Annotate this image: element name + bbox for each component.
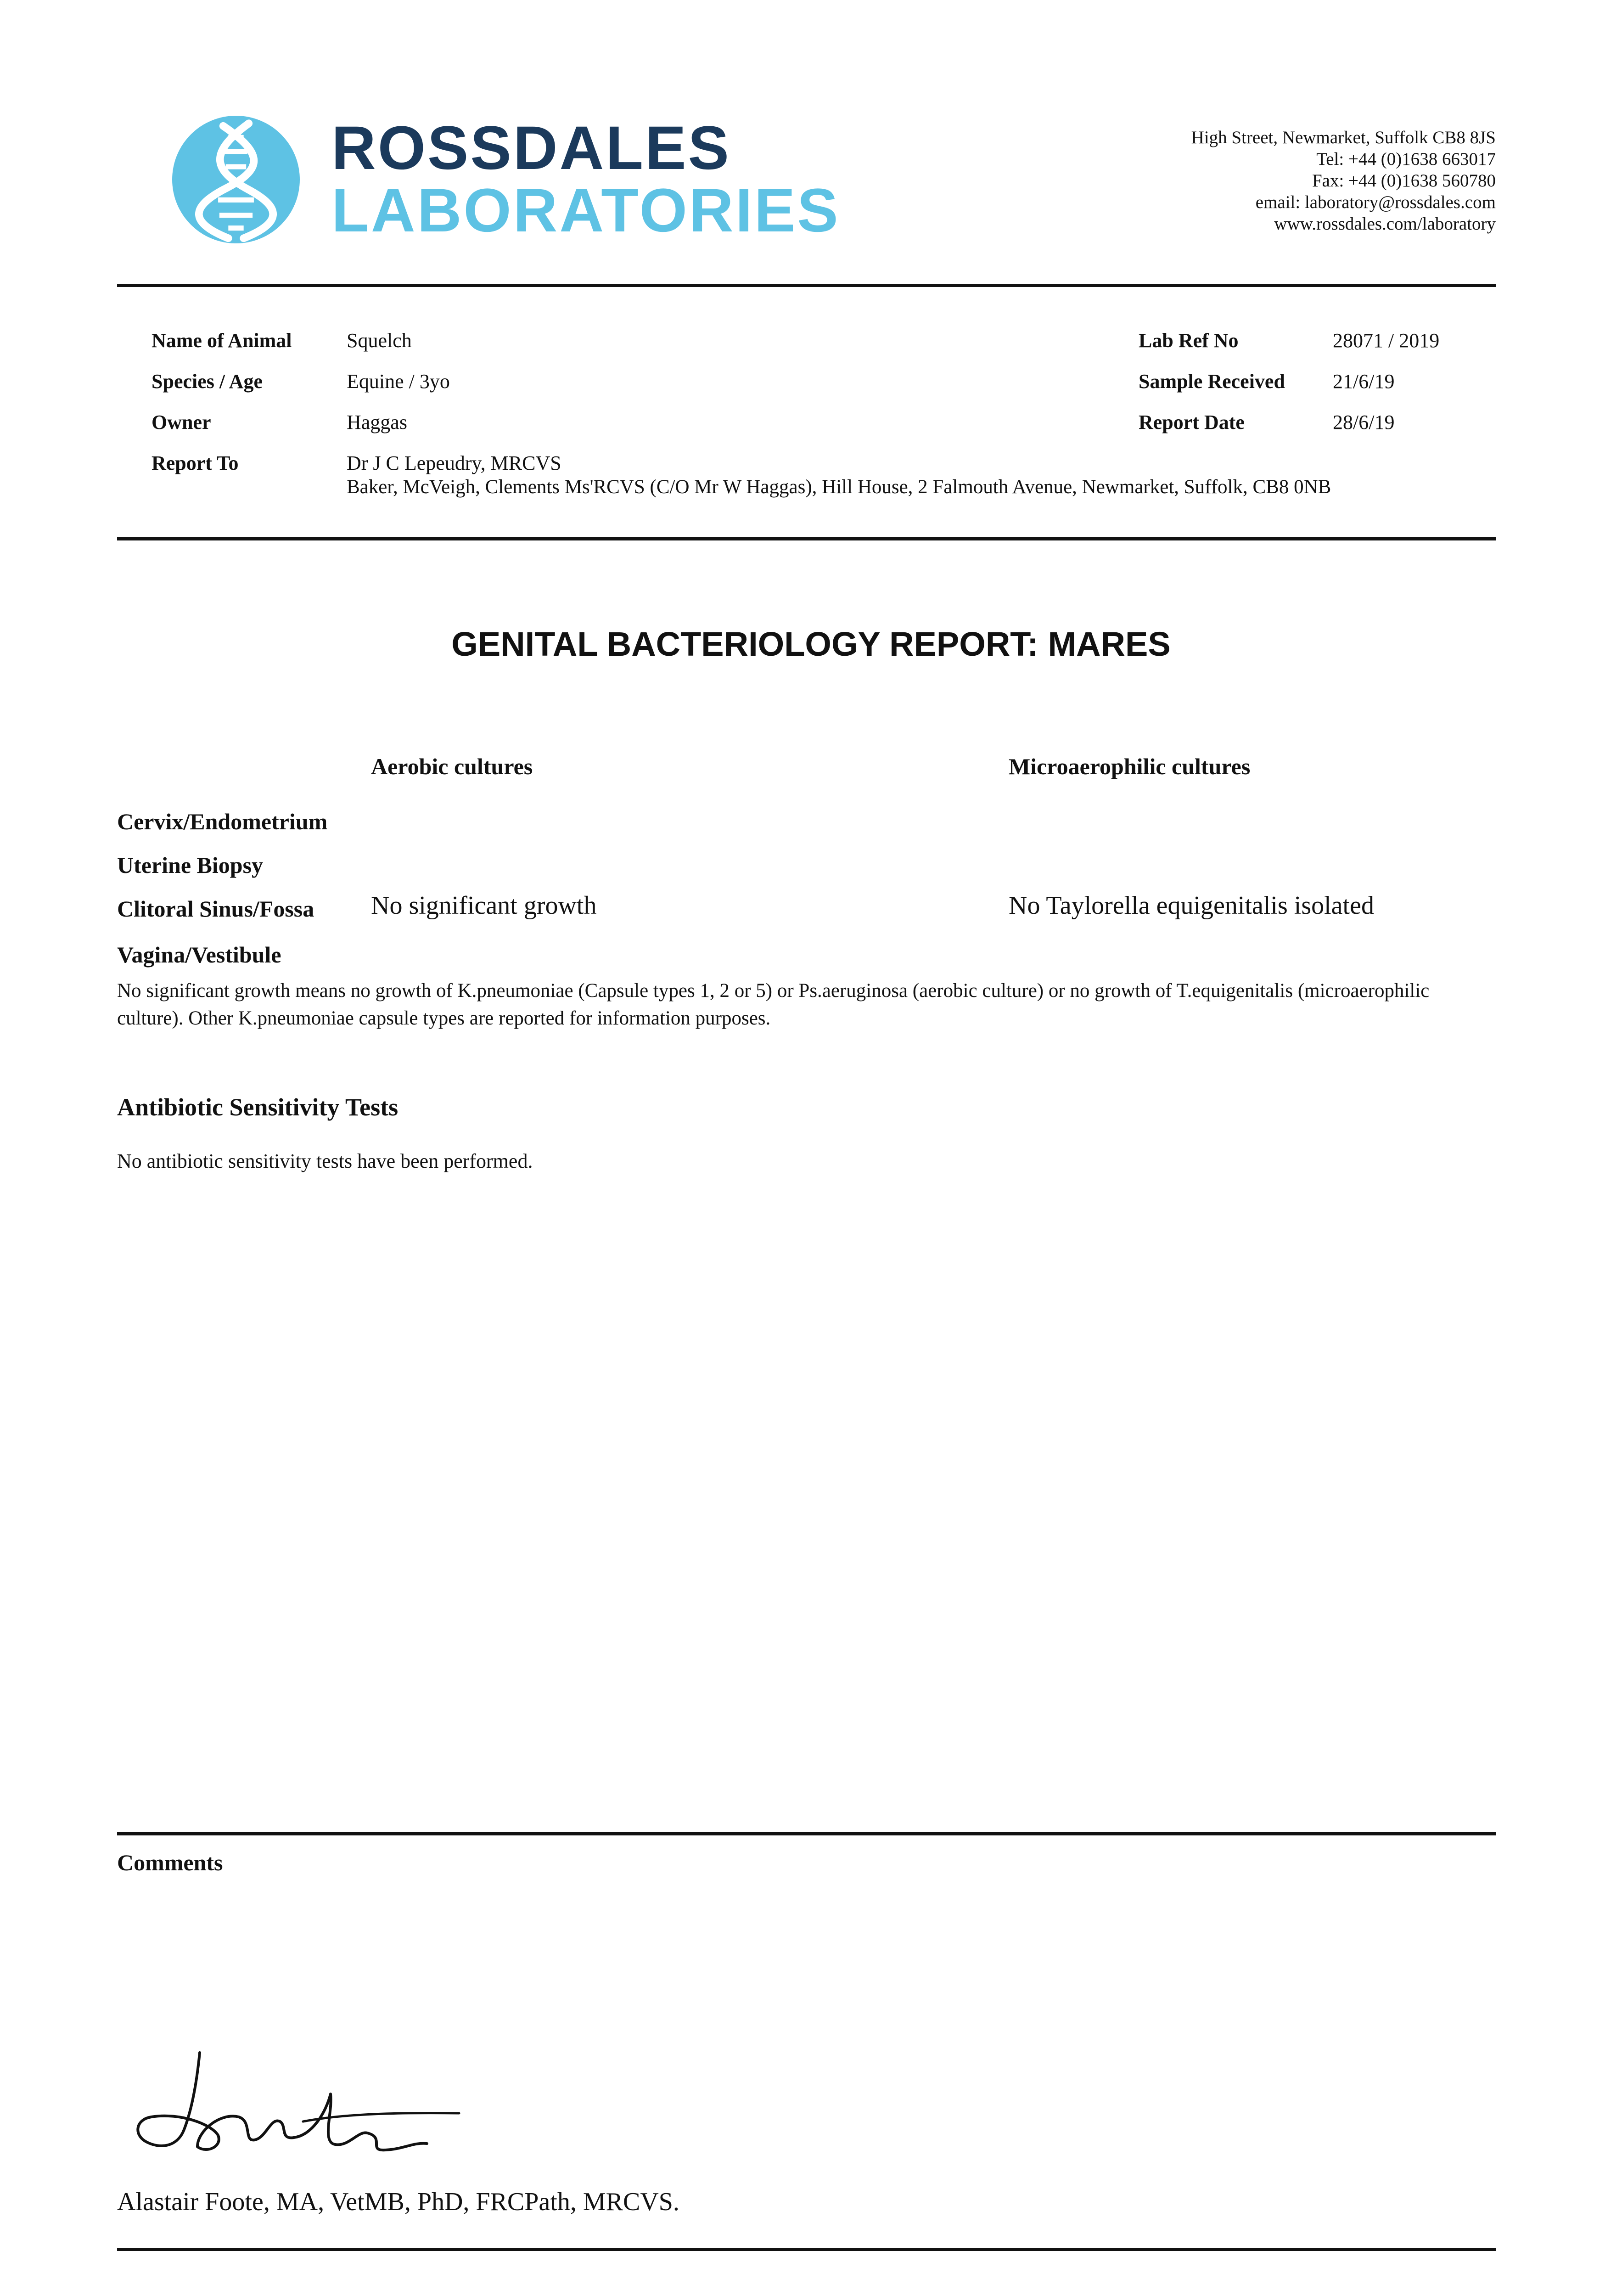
comments-heading: Comments bbox=[117, 1850, 223, 1875]
dna-helix-icon bbox=[172, 116, 300, 243]
address-website: www.rossdales.com/laboratory bbox=[1274, 214, 1496, 234]
sample-received-value: 21/6/19 bbox=[1333, 370, 1395, 393]
info-divider bbox=[117, 537, 1496, 540]
footer-divider bbox=[117, 2248, 1496, 2251]
culture-note: No significant growth means no growth of K.pneumoniae (Capsule types 1, 2 or 5) or Ps.aeruginosa (aerobic culture) or no growth of T.equigenitalis (microaerophilic culture). Other K.pneumoniae capsule types are reported for information purposes. bbox=[117, 980, 1430, 1029]
report-to-label: Report To bbox=[152, 452, 239, 474]
species-age-label: Species / Age bbox=[152, 370, 263, 393]
site-uterine-biopsy: Uterine Biopsy bbox=[117, 852, 264, 878]
aerobic-cultures-heading: Aerobic cultures bbox=[371, 754, 533, 779]
site-clitoral-sinus-fossa: Clitoral Sinus/Fossa bbox=[117, 896, 314, 922]
aerobic-result: No significant growth bbox=[371, 891, 597, 920]
site-cervix-endometrium: Cervix/Endometrium bbox=[117, 809, 328, 834]
brand-name-line1: ROSSDALES bbox=[331, 114, 731, 182]
address-street: High Street, Newmarket, Suffolk CB8 8JS bbox=[1191, 128, 1496, 147]
species-age-value: Equine / 3yo bbox=[347, 370, 450, 393]
sample-received-label: Sample Received bbox=[1139, 370, 1285, 393]
antibiotic-sensitivity-text: No antibiotic sensitivity tests have been performed. bbox=[117, 1150, 533, 1172]
microaerophilic-cultures-heading: Microaerophilic cultures bbox=[1009, 754, 1251, 779]
address-fax: Fax: +44 (0)1638 560780 bbox=[1312, 171, 1496, 191]
microaerophilic-result: No Taylorella equigenitalis isolated bbox=[1009, 891, 1374, 920]
lab-ref-label: Lab Ref No bbox=[1139, 329, 1239, 352]
header-divider bbox=[117, 284, 1496, 287]
brand-name-line2: LABORATORIES bbox=[331, 176, 840, 245]
report-title: GENITAL BACTERIOLOGY REPORT: MARES bbox=[451, 625, 1171, 663]
report-to-vet: Dr J C Lepeudry, MRCVS bbox=[347, 452, 561, 474]
signer-name: Alastair Foote, MA, VetMB, PhD, FRCPath, MRCVS. bbox=[117, 2188, 679, 2216]
antibiotic-sensitivity-heading: Antibiotic Sensitivity Tests bbox=[117, 1093, 398, 1121]
owner-label: Owner bbox=[152, 411, 211, 433]
lab-address-block bbox=[1191, 127, 1496, 235]
lab-ref-value: 28071 / 2019 bbox=[1333, 329, 1440, 352]
report-date-value: 28/6/19 bbox=[1333, 411, 1395, 433]
owner-value: Haggas bbox=[347, 411, 407, 433]
comments-divider bbox=[117, 1832, 1496, 1835]
address-tel: Tel: +44 (0)1638 663017 bbox=[1316, 149, 1496, 169]
name-of-animal-value: Squelch bbox=[347, 329, 412, 352]
report-date-label: Report Date bbox=[1139, 411, 1245, 433]
name-of-animal-label: Name of Animal bbox=[152, 329, 292, 352]
handwritten-signature bbox=[129, 2043, 477, 2163]
address-email: email: laboratory@rossdales.com bbox=[1255, 192, 1496, 212]
report-to-address: Baker, McVeigh, Clements Ms'RCVS (C/O Mr W Haggas), Hill House, 2 Falmouth Avenue, Newmarket, Suffolk, CB8 0NB bbox=[347, 476, 1331, 498]
site-vagina-vestibule: Vagina/Vestibule bbox=[117, 942, 281, 968]
